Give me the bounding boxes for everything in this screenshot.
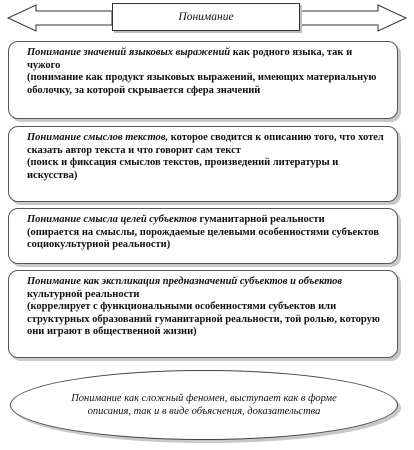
box-4-detail: (коррелирует с функциональными особенностями субъектов или структурных образований гуманитарной реальности, той ролью, которую они играют в общественной жизни) [27,301,380,337]
box-3-rest: гуманитарной реальности [196,214,325,225]
box-2-rest: которое сводится к описанию того, что хотел сказать автор текста и что говорит сам текст [27,132,384,156]
box-3-detail: (опирается на смыслы, порождаемые целевыми особенностями субъектов социокультурной реальности) [27,226,379,250]
box-2-detail: (поиск и фиксация смыслов текстов, произведений литературы и искусства) [27,157,339,181]
diagram-title [112,3,300,31]
understanding-box-3 [8,208,398,264]
box-3-lead: Понимание смысла целей субъектов [27,214,197,225]
box-4-lead: Понимание как экспликация предназначений субъектов и объектов [27,276,343,287]
conclusion-oval [10,370,398,440]
conclusion-text: Понимание как сложный феномен, выступает как в форме описания, так и в виде объяснения, доказательства [71,393,337,417]
box-1-rest: как родного языка, так и чужого [27,47,353,71]
box-1-lead: Понимание значений языковых выражений [27,47,231,58]
diagram-title-text: Понимание [178,11,234,23]
box-2-lead: Понимание смыслов текстов, [27,132,169,143]
box-4-rest: культурной реальности [27,288,140,300]
box-1-detail: (понимание как продукт языковых выражений, имеющих материальную оболочку, за которой скрывается сфера значений [27,72,377,96]
right-arrow [300,5,406,31]
understanding-box-1 [8,41,398,119]
understanding-box-2 [8,126,398,202]
understanding-box-4 [8,270,398,358]
left-arrow [8,5,112,31]
